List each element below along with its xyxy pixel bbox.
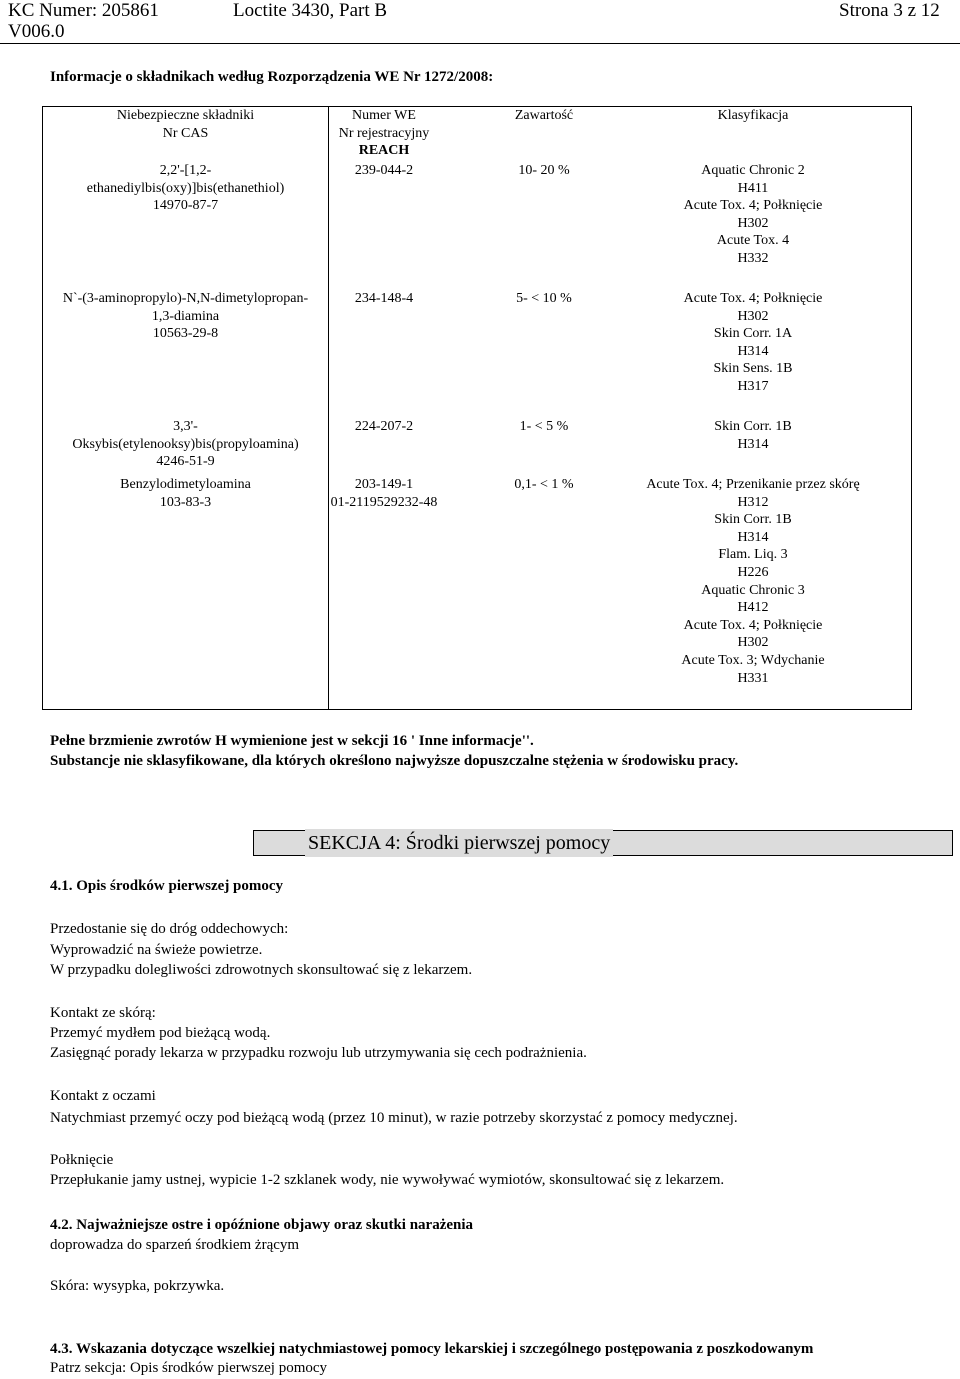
classification-item: Acute Tox. 4; Połknięcie [683,617,823,633]
component-name: Benzylodimetyloamina [120,477,251,492]
row2-ec [329,290,439,308]
classification-item: Acute Tox. 3; Wdychanie [681,652,825,668]
classification-item: H411 [737,180,769,196]
eyes-title: Kontakt z oczami [50,1088,156,1104]
classification-item: Skin Corr. 1B [714,419,792,434]
cas-number: 10563-29-8 [152,326,219,342]
inhalation-line: Wyprowadzić na świeże powietrze. [50,942,263,958]
component-name: 3,3'- [173,419,198,434]
classification-item: H314 [737,529,769,545]
classification-item: Skin Sens. 1B [713,361,793,377]
classification-item: H314 [737,436,769,452]
header-label: Niebezpieczne składniki [116,108,255,123]
page-header [0,0,960,44]
ec-number: 203-149-1 [354,477,414,492]
inhalation-title: Przedostanie się do dróg oddechowych: [50,921,289,937]
classification-item: H331 [737,670,769,686]
ingestion-line: Przepłukanie jamy ustnej, wypicie 1-2 szklanek wody, nie wywoływać wymiotów, skonsultować się z lekarzem. [50,1172,725,1188]
skin-line: Zasięgnąć porady lekarza w przypadku rozwoju lub utrzymywania się cech podrażnienia. [50,1045,587,1061]
classification-item: Acute Tox. 4; Połknięcie [683,291,823,306]
classification-item: H314 [737,343,769,359]
component-name: 1,3-diamina [151,308,220,324]
classification-item: Acute Tox. 4; Połknięcie [683,198,823,214]
classification-item: Aquatic Chronic 3 [701,582,805,598]
classification-item: H332 [737,250,769,266]
classification-item: H312 [737,494,769,510]
content-value: 1- < 5 % [519,419,569,434]
row1-component [43,162,328,215]
kc-number: KC Numer: 205861 [8,0,159,21]
medical-attention-line: Patrz sekcja: Opis środków pierwszej pomocy [50,1360,328,1376]
symptoms-line: doprowadza do sparzeń środkiem żrącym [50,1237,300,1253]
component-name: N`-(3-aminopropylo)-N,N-dimetylopropan- [62,291,309,306]
classification-item: Aquatic Chronic 2 [701,163,805,178]
header-label: Klasyfikacja [717,108,789,123]
row4-ec [329,476,439,511]
inhalation-line: W przypadku dolegliwości zdrowotnych skonsultować się z lekarzem. [50,962,473,978]
composition-table [42,106,912,710]
page-number: Strona 3 z 12 [839,0,940,21]
eyes-line: Natychmiast przemyć oczy pod bieżącą wodą (przez 10 minut), w razie potrzeby skorzystać z pomocy medycznej. [50,1110,738,1126]
classification-item: H226 [737,564,769,580]
row3-classification [603,418,903,453]
row3-component [43,418,328,471]
component-name: 2,2'-[1,2- [159,163,212,178]
component-name: ethanediylbis(oxy)]bis(ethanethiol) [86,180,285,196]
cas-number: 4246-51-9 [156,454,215,470]
section-4-title: SEKCJA 4: Środki pierwszej pomocy [305,829,613,857]
subsection-4-2-title: 4.2. Najważniejsze ostre i opóźnione objawy oraz skutki narażenia [50,1217,474,1233]
classification-item: H302 [737,635,769,651]
subsection-4-3-title: 4.3. Wskazania dotyczące wszelkiej natychmiastowej pomocy lekarskiej i szczególnego postępowania z poszkodowanym [50,1341,814,1357]
product-name: Loctite 3430, Part B [233,0,388,21]
row1-ec [329,162,439,180]
classification-item: H317 [737,378,769,394]
content-value: 0,1- < 1 % [514,477,574,492]
classification-item: Acute Tox. 4; Przenikanie przez skórę [646,477,860,492]
note-unclassified: Substancje nie sklasyfikowane, dla których określono najwyższe dopuszczalne stężenia w środowisku pracy. [50,753,739,769]
header-classification [603,107,903,125]
registration-number: 01-2119529232-48 [330,494,438,510]
header-label: REACH [358,143,410,159]
classification-item: Skin Corr. 1A [713,326,793,342]
classification-item: Skin Corr. 1B [714,512,792,528]
subsection-4-1-title: 4.1. Opis środków pierwszej pomocy [50,878,284,894]
header-label: Nr CAS [162,125,209,141]
classification-item: H302 [737,308,769,324]
note-h-phrases: Pełne brzmienie zwrotów H wymienione jest w sekcji 16 ' Inne informacje''. [50,733,534,749]
header-label: Zawartość [514,108,574,123]
row4-classification [603,476,903,687]
cas-number: 14970-87-7 [152,198,219,214]
ec-number: 224-207-2 [354,419,414,434]
classification-item: Acute Tox. 4 [716,233,790,249]
row2-component [43,290,328,343]
component-name: Oksybis(etylenooksy)bis(propyloamina) [72,436,299,452]
row2-classification [603,290,903,396]
header-label: Nr rejestracyjny [338,125,430,141]
column-divider [328,107,329,709]
header-components [43,107,328,142]
ec-number: 239-044-2 [354,163,414,178]
skin-title: Kontakt ze skórą: [50,1005,156,1021]
header-ec-number [329,107,439,160]
ingestion-title: Połknięcie [50,1152,114,1168]
classification-item: H412 [737,600,769,616]
composition-title: Informacje o składnikach według Rozporządzenia WE Nr 1272/2008: [50,69,494,85]
cas-number: 103-83-3 [159,494,212,510]
symptoms-line: Skóra: wysypka, pokrzywka. [50,1278,225,1294]
row3-ec [329,418,439,436]
content-value: 5- < 10 % [516,291,572,306]
content-value: 10- 20 % [518,163,570,178]
header-label: Numer WE [352,108,416,123]
document-version: V006.0 [8,21,65,42]
skin-line: Przemyć mydłem pod bieżącą wodą. [50,1025,271,1041]
row4-component [43,476,328,511]
row1-classification [603,162,903,268]
classification-item: H302 [737,215,769,231]
header-divider [0,43,960,44]
ec-number: 234-148-4 [354,291,414,306]
classification-item: Flam. Liq. 3 [718,547,788,563]
